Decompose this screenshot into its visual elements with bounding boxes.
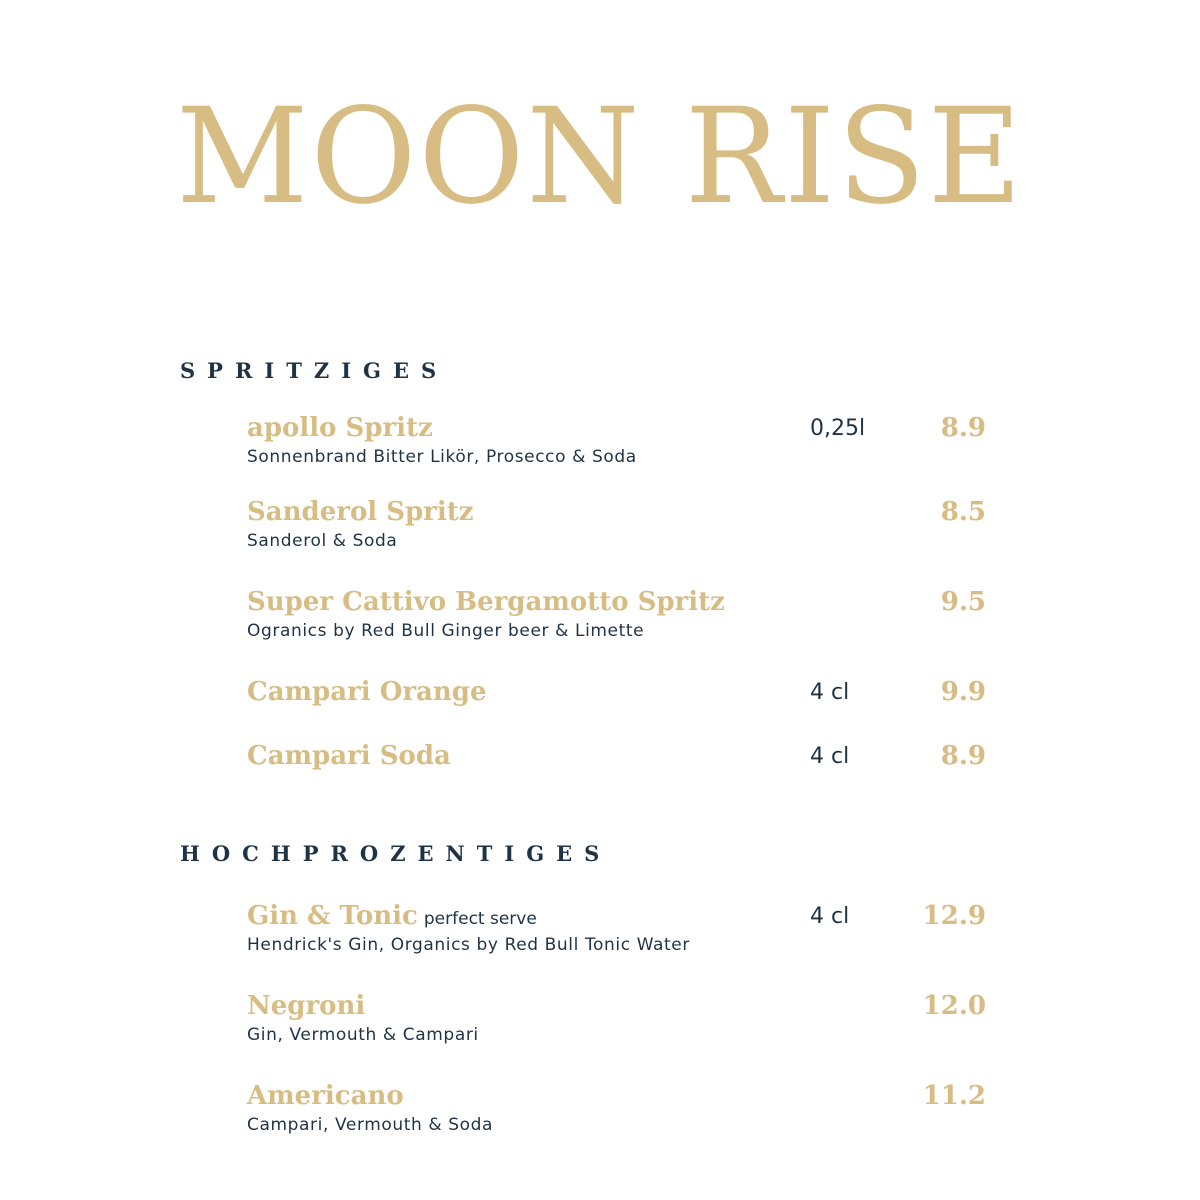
item-name: Campari Orange [247,677,487,707]
section-title-hochprozentiges: HOCHPROZENTIGES [180,841,612,866]
item-name: apollo Spritz [247,413,433,443]
item-name: Americano [247,1081,404,1111]
item-price: 9.9 [940,677,986,707]
item-price: 8.9 [940,413,986,443]
item-volume: 4 cl [810,680,850,705]
item-description: Sonnenbrand Bitter Likör, Prosecco & Soda [247,447,637,467]
item-volume: 4 cl [810,744,850,769]
item-note: perfect serve [423,909,537,929]
item-description: Ogranics by Red Bull Ginger beer & Limette [247,621,645,641]
item-name: Super Cattivo Bergamotto Spritz [247,587,725,617]
item-price: 9.5 [940,587,986,617]
item-name: Negroni [247,991,366,1021]
menu-item [247,413,992,483]
item-description: Campari, Vermouth & Soda [247,1115,494,1135]
menu-item [247,991,992,1061]
item-description: Gin, Vermouth & Campari [247,1025,479,1045]
item-price: 12.0 [922,991,986,1021]
item-volume: 0,25l [810,416,866,441]
item-volume: 4 cl [810,904,850,929]
item-price: 8.9 [940,741,986,771]
item-name-text: Gin & Tonic [247,901,418,931]
item-description: Sanderol & Soda [247,531,398,551]
menu-item [247,587,992,657]
menu-item [247,741,992,811]
item-name [247,901,537,934]
item-price: 12.9 [922,901,986,931]
item-description: Hendrick's Gin, Organics by Red Bull Tonic Water [247,935,690,955]
menu-item [247,901,992,971]
menu-title: MOON RISE [175,80,1025,234]
item-price: 11.2 [922,1081,986,1111]
menu-item [247,1081,992,1151]
item-name: Campari Soda [247,741,451,771]
item-name: Sanderol Spritz [247,497,474,527]
menu-item [247,497,992,567]
item-price: 8.5 [940,497,986,527]
section-title-spritziges: SPRITZIGES [180,358,449,383]
menu-item [247,677,992,747]
